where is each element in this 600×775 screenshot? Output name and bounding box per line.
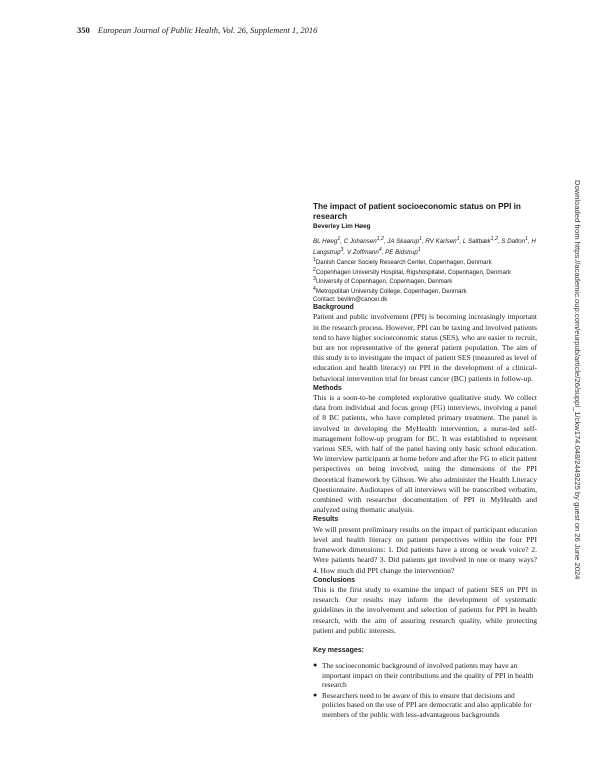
key-message: ● Researchers need to be aware of this to ensure that decisions and policies based on the use of PPI are democratic and also applicable for members of the public with less-advantageous backgrounds bbox=[313, 690, 532, 719]
abstract-title: The impact of patient socioeconomic status on PPI in research bbox=[313, 202, 521, 221]
author: S Dalton$^1$ bbox=[501, 236, 528, 246]
section-conclusions bbox=[313, 576, 537, 636]
affiliation-list bbox=[313, 257, 537, 296]
author: C Johansen$^{1,2}$ bbox=[343, 236, 384, 246]
author: RV Karlsen$^1$ bbox=[425, 236, 460, 246]
section-heading: Background bbox=[313, 304, 354, 312]
bullet-icon: ● bbox=[313, 660, 318, 669]
abstract bbox=[313, 202, 537, 720]
running-head bbox=[77, 25, 317, 35]
section-methods bbox=[313, 384, 537, 516]
affiliation: $^3$University of Copenhagen, Copenhagen, Denmark bbox=[313, 276, 453, 286]
section-heading: Methods bbox=[313, 384, 342, 392]
section-body: Patient and public involvement (PPI) is becoming increasingly important in the research process. However, PPI can be taxing and involved patients tend to have higher socioeconomic status (SES), who are easier to recruit, but are not representative of the general patient population. The aim of this study is to investigate the impact of patient SES (measured as level of education and health literacy) on PPI in the development of a clinical-behavioral intervention trial for breast cancer (BC) patients in follow-up. bbox=[313, 312, 537, 383]
author: H Langstrup$^3$ bbox=[313, 238, 536, 257]
affiliation: $^2$Copenhagen University Hospital, Rigshospitalet, Copenhagen, Denmark bbox=[313, 266, 511, 276]
section-heading: Conclusions bbox=[313, 576, 356, 584]
key-message: ● The socioeconomic background of involved patients may have an important impact on their contributions and the quality of PPI in health research bbox=[313, 660, 534, 690]
key-messages-heading: Key messages: bbox=[313, 646, 364, 654]
author: V Zoffmann$^4$ bbox=[346, 247, 382, 257]
section-background bbox=[313, 303, 537, 384]
author-list: BL Høeg$^1$, C Johansen$^{1,2}$, JA Skaarup$^1$, RV Karlsen$^1$, L Saltbæk$^{1,2}$, S Dalton$^1$, H Langstrup$^3$, V Zoffmann$^4$, PE Bidstrup$^1$ bbox=[313, 236, 536, 257]
download-watermark: Downloaded from https://academic.oup.com/eurpub/article/26/suppl_1/ckw174.048/2449225 by guest on 26 June 2024 bbox=[573, 180, 582, 580]
author: PE Bidstrup$^1$ bbox=[385, 247, 421, 257]
affiliation: $^4$Metropolitan University College, Copenhagen, Denmark bbox=[313, 286, 467, 296]
contact-email: Contact: bevlim@cancer.dk bbox=[313, 295, 388, 303]
presenter-name: Beverley Lim Høeg bbox=[313, 223, 371, 230]
author: JA Skaarup$^1$ bbox=[387, 236, 422, 246]
author: BL Høeg$^1$ bbox=[313, 236, 341, 246]
section-body: This is the first study to examine the impact of patient SES on PPI in research. Our results may inform the development of systematic guidelines in the involvement and selection of patients for PPI in health research, with the aim of assuring research quality, while protecting patient and public interests. bbox=[313, 584, 537, 635]
key-messages-list bbox=[313, 661, 537, 720]
section-results bbox=[313, 515, 537, 575]
journal-citation: European Journal of Public Health, Vol. 26, Supplement 1, 2016 bbox=[97, 25, 318, 35]
bullet-icon: ● bbox=[313, 690, 318, 699]
author: L Saltbæk$^{1,2}$ bbox=[462, 236, 498, 246]
page-number: 350 bbox=[77, 25, 90, 35]
section-heading: Results bbox=[313, 516, 339, 524]
section-body: This is a soon-to-be completed explorative qualitative study. We collect data from individual and focus group (FG) interviews, involving a panel of 8 BC patients, who have completed primary treatment. The panel is involved in developing the MyHealth intervention, a nurse-led self-management follow-up program for BC. It was established to represent various SES, with half of the panel having only basic school education. We interview participants at home before and after the FG to elicit patient perspectives on being involved, using the dimensions of the PPI theoretical framework by Gibson. We also administer the Health Literacy Questionnaire. Audiotapes of all interviews will be transcribed verbatim, combined with researcher documentation of PPI in MyHealth and analyzed using thematic analysis. bbox=[313, 393, 537, 515]
section-body: We will present preliminary results on the impact of participant education level and health literacy on patient perspectives within the four PPI framework dimensions: 1. Did patients have a strong or weak voice? 2. Were patients heard? 3. Did patients get involved in one or many ways? 4. How much did PPI change the intervention? bbox=[313, 524, 537, 575]
affiliation: $^1$Danish Cancer Society Research Center, Copenhagen, Denmark bbox=[313, 257, 492, 267]
